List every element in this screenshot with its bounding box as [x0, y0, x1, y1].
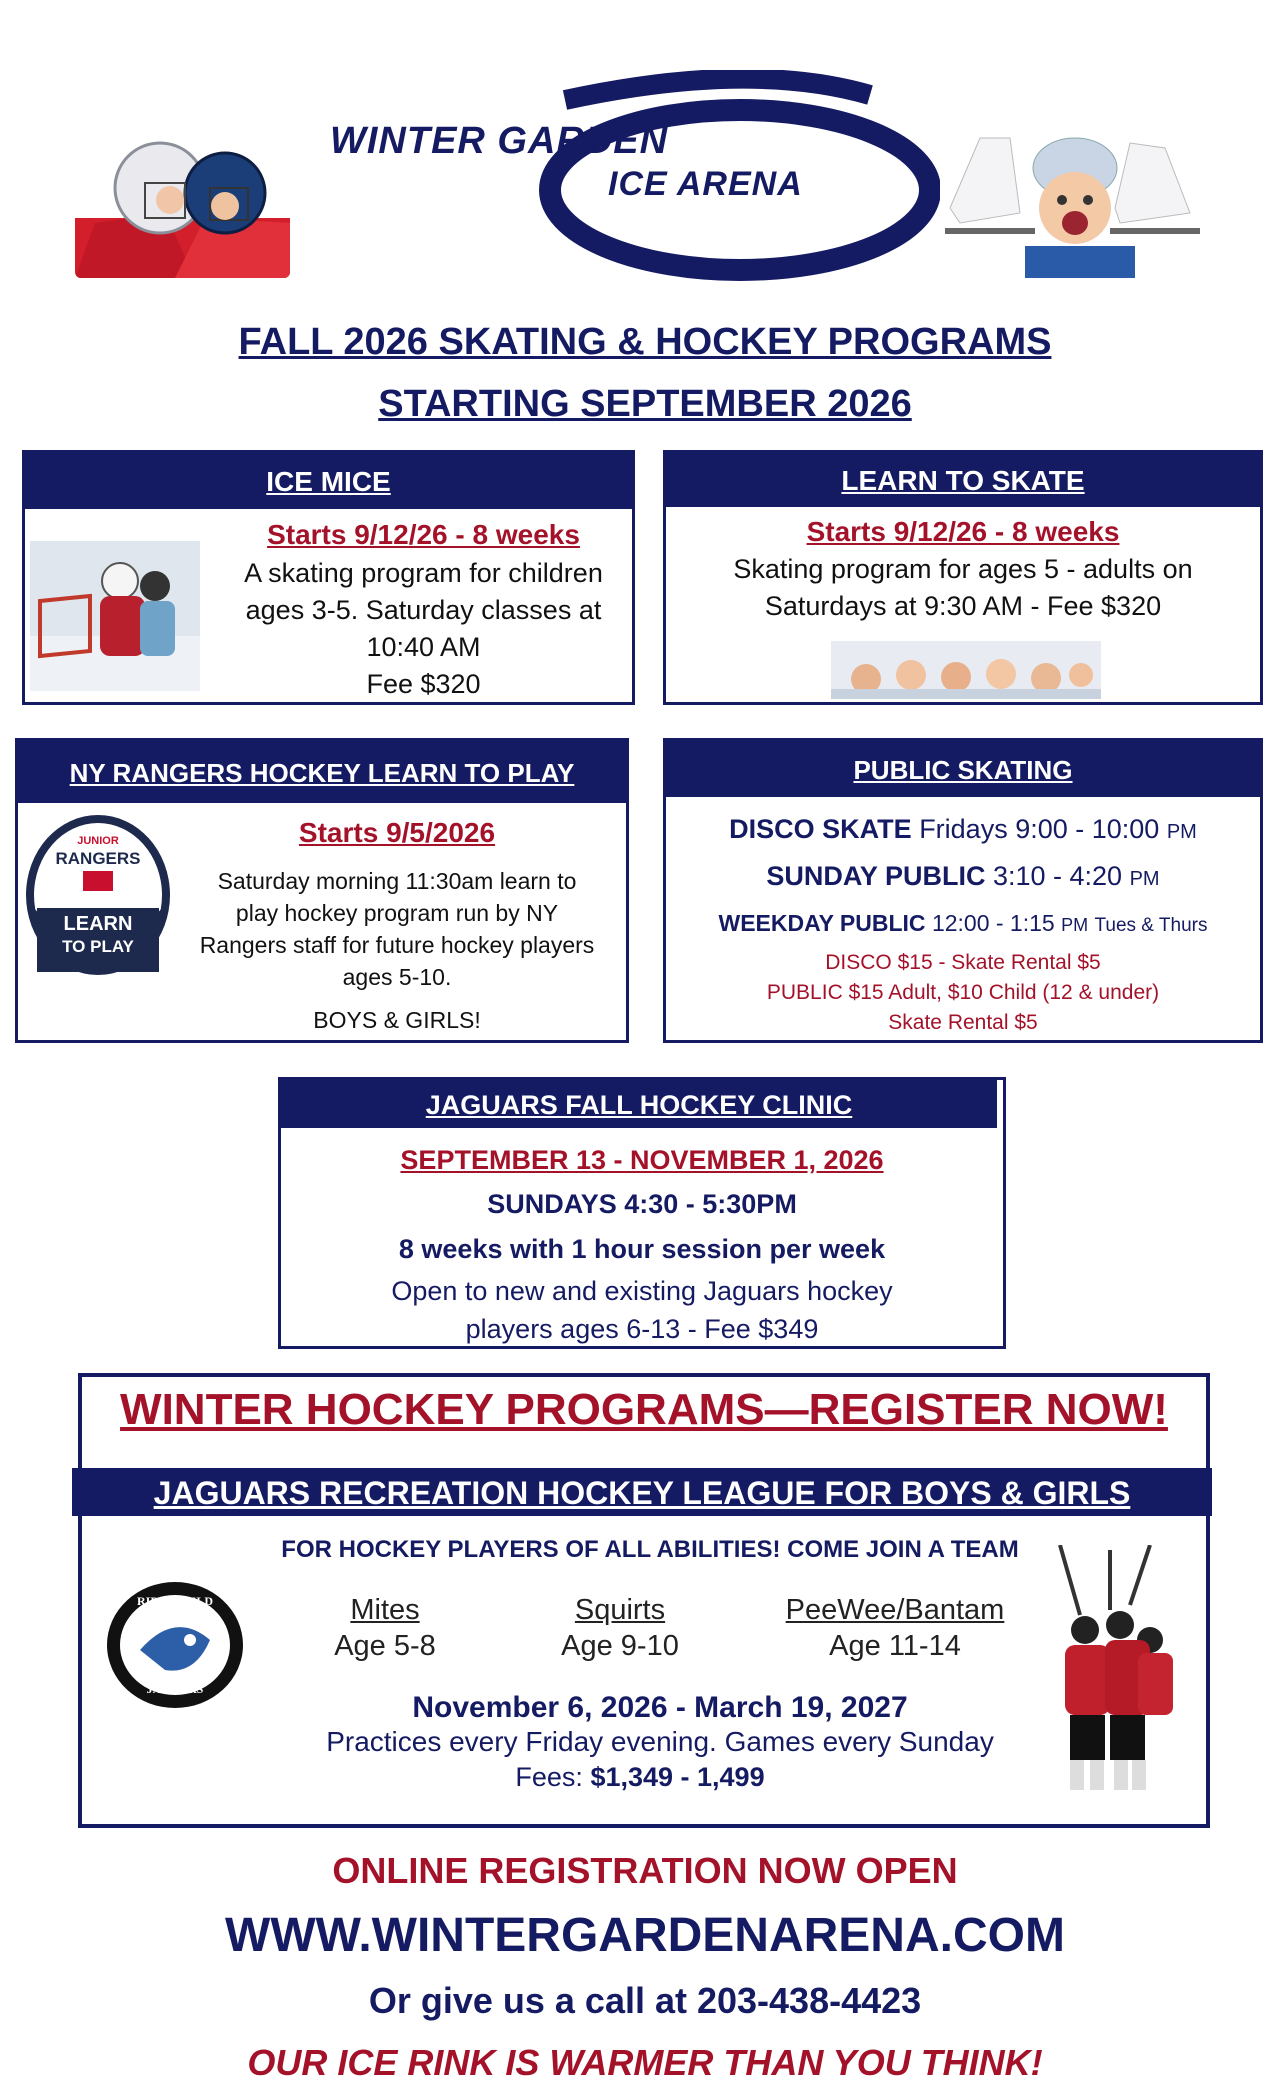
learn-to-skate-title: LEARN TO SKATE: [666, 453, 1260, 507]
league-tagline: FOR HOCKEY PLAYERS OF ALL ABILITIES! COME JOIN A TEAM: [281, 1536, 1019, 1563]
fees-value: $1,349 - 1,499: [590, 1762, 765, 1792]
disco-skate-line: [666, 807, 1260, 854]
ice-mice-title: ICE MICE: [25, 453, 632, 509]
ice-mice-photo: [30, 541, 200, 691]
arena-logo: [330, 70, 940, 285]
logo-line1: WINTER GARDEN: [330, 120, 669, 162]
disco-pm: PM: [1166, 821, 1197, 843]
child-with-skates-photo: [940, 128, 1210, 278]
division-age: Age 9-10: [561, 1630, 679, 1662]
league-bar: JAGUARS RECREATION HOCKEY LEAGUE FOR BOYS & GIRLS: [72, 1468, 1212, 1516]
ice-mice-desc1: A skating program for children: [244, 558, 603, 588]
rangers-note: BOYS & GIRLS!: [313, 1007, 481, 1033]
ice-mice-box: [22, 450, 635, 705]
rangers-desc2: play hockey program run by NY: [235, 900, 559, 926]
kids-hockey-helmets-photo: [75, 128, 290, 278]
division-name: Mites: [350, 1594, 420, 1626]
fall-clinic-box: [278, 1077, 1006, 1349]
online-registration: ONLINE REGISTRATION NOW OPEN: [332, 1850, 958, 1891]
learn-to-skate-photo: [831, 641, 1101, 699]
ridgefield-jaguars-logo: [105, 1580, 245, 1710]
rangers-starts: Starts 9/5/2026: [298, 817, 496, 848]
sunday-time: 3:10 - 4:20: [992, 861, 1123, 891]
division-age: Age 11-14: [829, 1630, 961, 1662]
slogan: OUR ICE RINK IS WARMER THAN YOU THINK!: [247, 2042, 1043, 2083]
sunday-pm: PM: [1129, 868, 1160, 890]
rangers-box: [15, 738, 629, 1043]
clinic-time: SUNDAYS 4:30 - 5:30PM: [487, 1189, 797, 1219]
disco-time: Fridays 9:00 - 10:00: [919, 814, 1160, 844]
winter-headline: WINTER HOCKEY PROGRAMS—REGISTER NOW!: [120, 1385, 1168, 1434]
price-disco: DISCO $15 - Skate Rental $5: [825, 951, 1101, 974]
logo-to-play: TO PLAY: [62, 937, 134, 956]
division-mites: [300, 1592, 470, 1664]
league-season: November 6, 2026 - March 19, 2027: [412, 1691, 908, 1724]
ice-mice-fee: Fee $320: [366, 669, 481, 699]
junior-rangers-logo: [23, 813, 173, 978]
division-age: Age 5-8: [334, 1630, 436, 1662]
price-rental: Skate Rental $5: [888, 1011, 1038, 1034]
headline-fall-programs: FALL 2026 SKATING & HOCKEY PROGRAMS: [238, 321, 1052, 363]
learn-to-skate-desc1: Skating program for ages 5 - adults on: [733, 554, 1193, 584]
division-name: Squirts: [574, 1594, 666, 1626]
logo-ridgefield: RIDGEFIELD: [136, 1594, 213, 1608]
fees-label: Fees:: [515, 1762, 583, 1792]
league-fees: [400, 1762, 880, 1793]
ice-mice-desc3: 10:40 AM: [366, 632, 481, 662]
weekday-pm: PM: [1061, 915, 1089, 935]
public-skating-box: [663, 738, 1263, 1043]
division-peewee-bantam: [760, 1592, 1030, 1664]
logo-rangers: RANGERS: [55, 849, 141, 868]
clinic-desc1: Open to new and existing Jaguars hockey: [391, 1276, 893, 1306]
ice-mice-desc2: ages 3-5. Saturday classes at: [245, 595, 602, 625]
rangers-title: NY RANGERS HOCKEY LEARN TO PLAY: [18, 741, 626, 803]
rangers-desc3: Rangers staff for future hockey players: [199, 932, 595, 958]
price-public: PUBLIC $15 Adult, $10 Child (12 & under): [766, 981, 1160, 1004]
logo-jaguars: JAGUARS: [146, 1682, 204, 1696]
learn-to-skate-desc2: Saturdays at 9:30 AM - Fee $320: [764, 591, 1162, 621]
weekday-days: Tues & Thurs: [1094, 915, 1208, 936]
division-squirts: [535, 1592, 705, 1664]
logo-junior: JUNIOR: [77, 835, 119, 847]
website-link[interactable]: WWW.WINTERGARDENARENA.COM: [225, 1909, 1065, 1962]
learn-to-skate-starts: Starts 9/12/26 - 8 weeks: [806, 516, 1120, 547]
logo-learn: LEARN: [63, 913, 133, 935]
sunday-label: SUNDAY PUBLIC: [766, 861, 986, 891]
fall-clinic-title: JAGUARS FALL HOCKEY CLINIC: [281, 1080, 997, 1128]
rangers-desc4: ages 5-10.: [342, 964, 452, 990]
call-us: Or give us a call at 203-438-4423: [368, 1980, 922, 2021]
league-practices: Practices every Friday evening. Games every Sunday: [326, 1726, 994, 1757]
division-name: PeeWee/Bantam: [785, 1594, 1005, 1626]
disco-label: DISCO SKATE: [729, 814, 912, 844]
weekday-label: WEEKDAY PUBLIC: [718, 910, 926, 936]
learn-to-skate-box: [663, 450, 1263, 705]
public-skating-title: PUBLIC SKATING: [666, 741, 1260, 797]
headline-starting: STARTING SEPTEMBER 2026: [378, 383, 912, 425]
rangers-desc1: Saturday morning 11:30am learn to: [217, 868, 577, 894]
ice-mice-starts: Starts 9/12/26 - 8 weeks: [267, 519, 580, 550]
clinic-dates: SEPTEMBER 13 - NOVEMBER 1, 2026: [400, 1145, 884, 1175]
weekday-time: 12:00 - 1:15: [931, 910, 1055, 936]
clinic-desc2: players ages 6-13 - Fee $349: [465, 1314, 819, 1344]
logo-line2: ICE ARENA: [608, 165, 803, 203]
sunday-public-line: [666, 854, 1260, 901]
clinic-weeks: 8 weeks with 1 hour session per week: [398, 1234, 886, 1264]
weekday-public-line: [666, 901, 1260, 948]
